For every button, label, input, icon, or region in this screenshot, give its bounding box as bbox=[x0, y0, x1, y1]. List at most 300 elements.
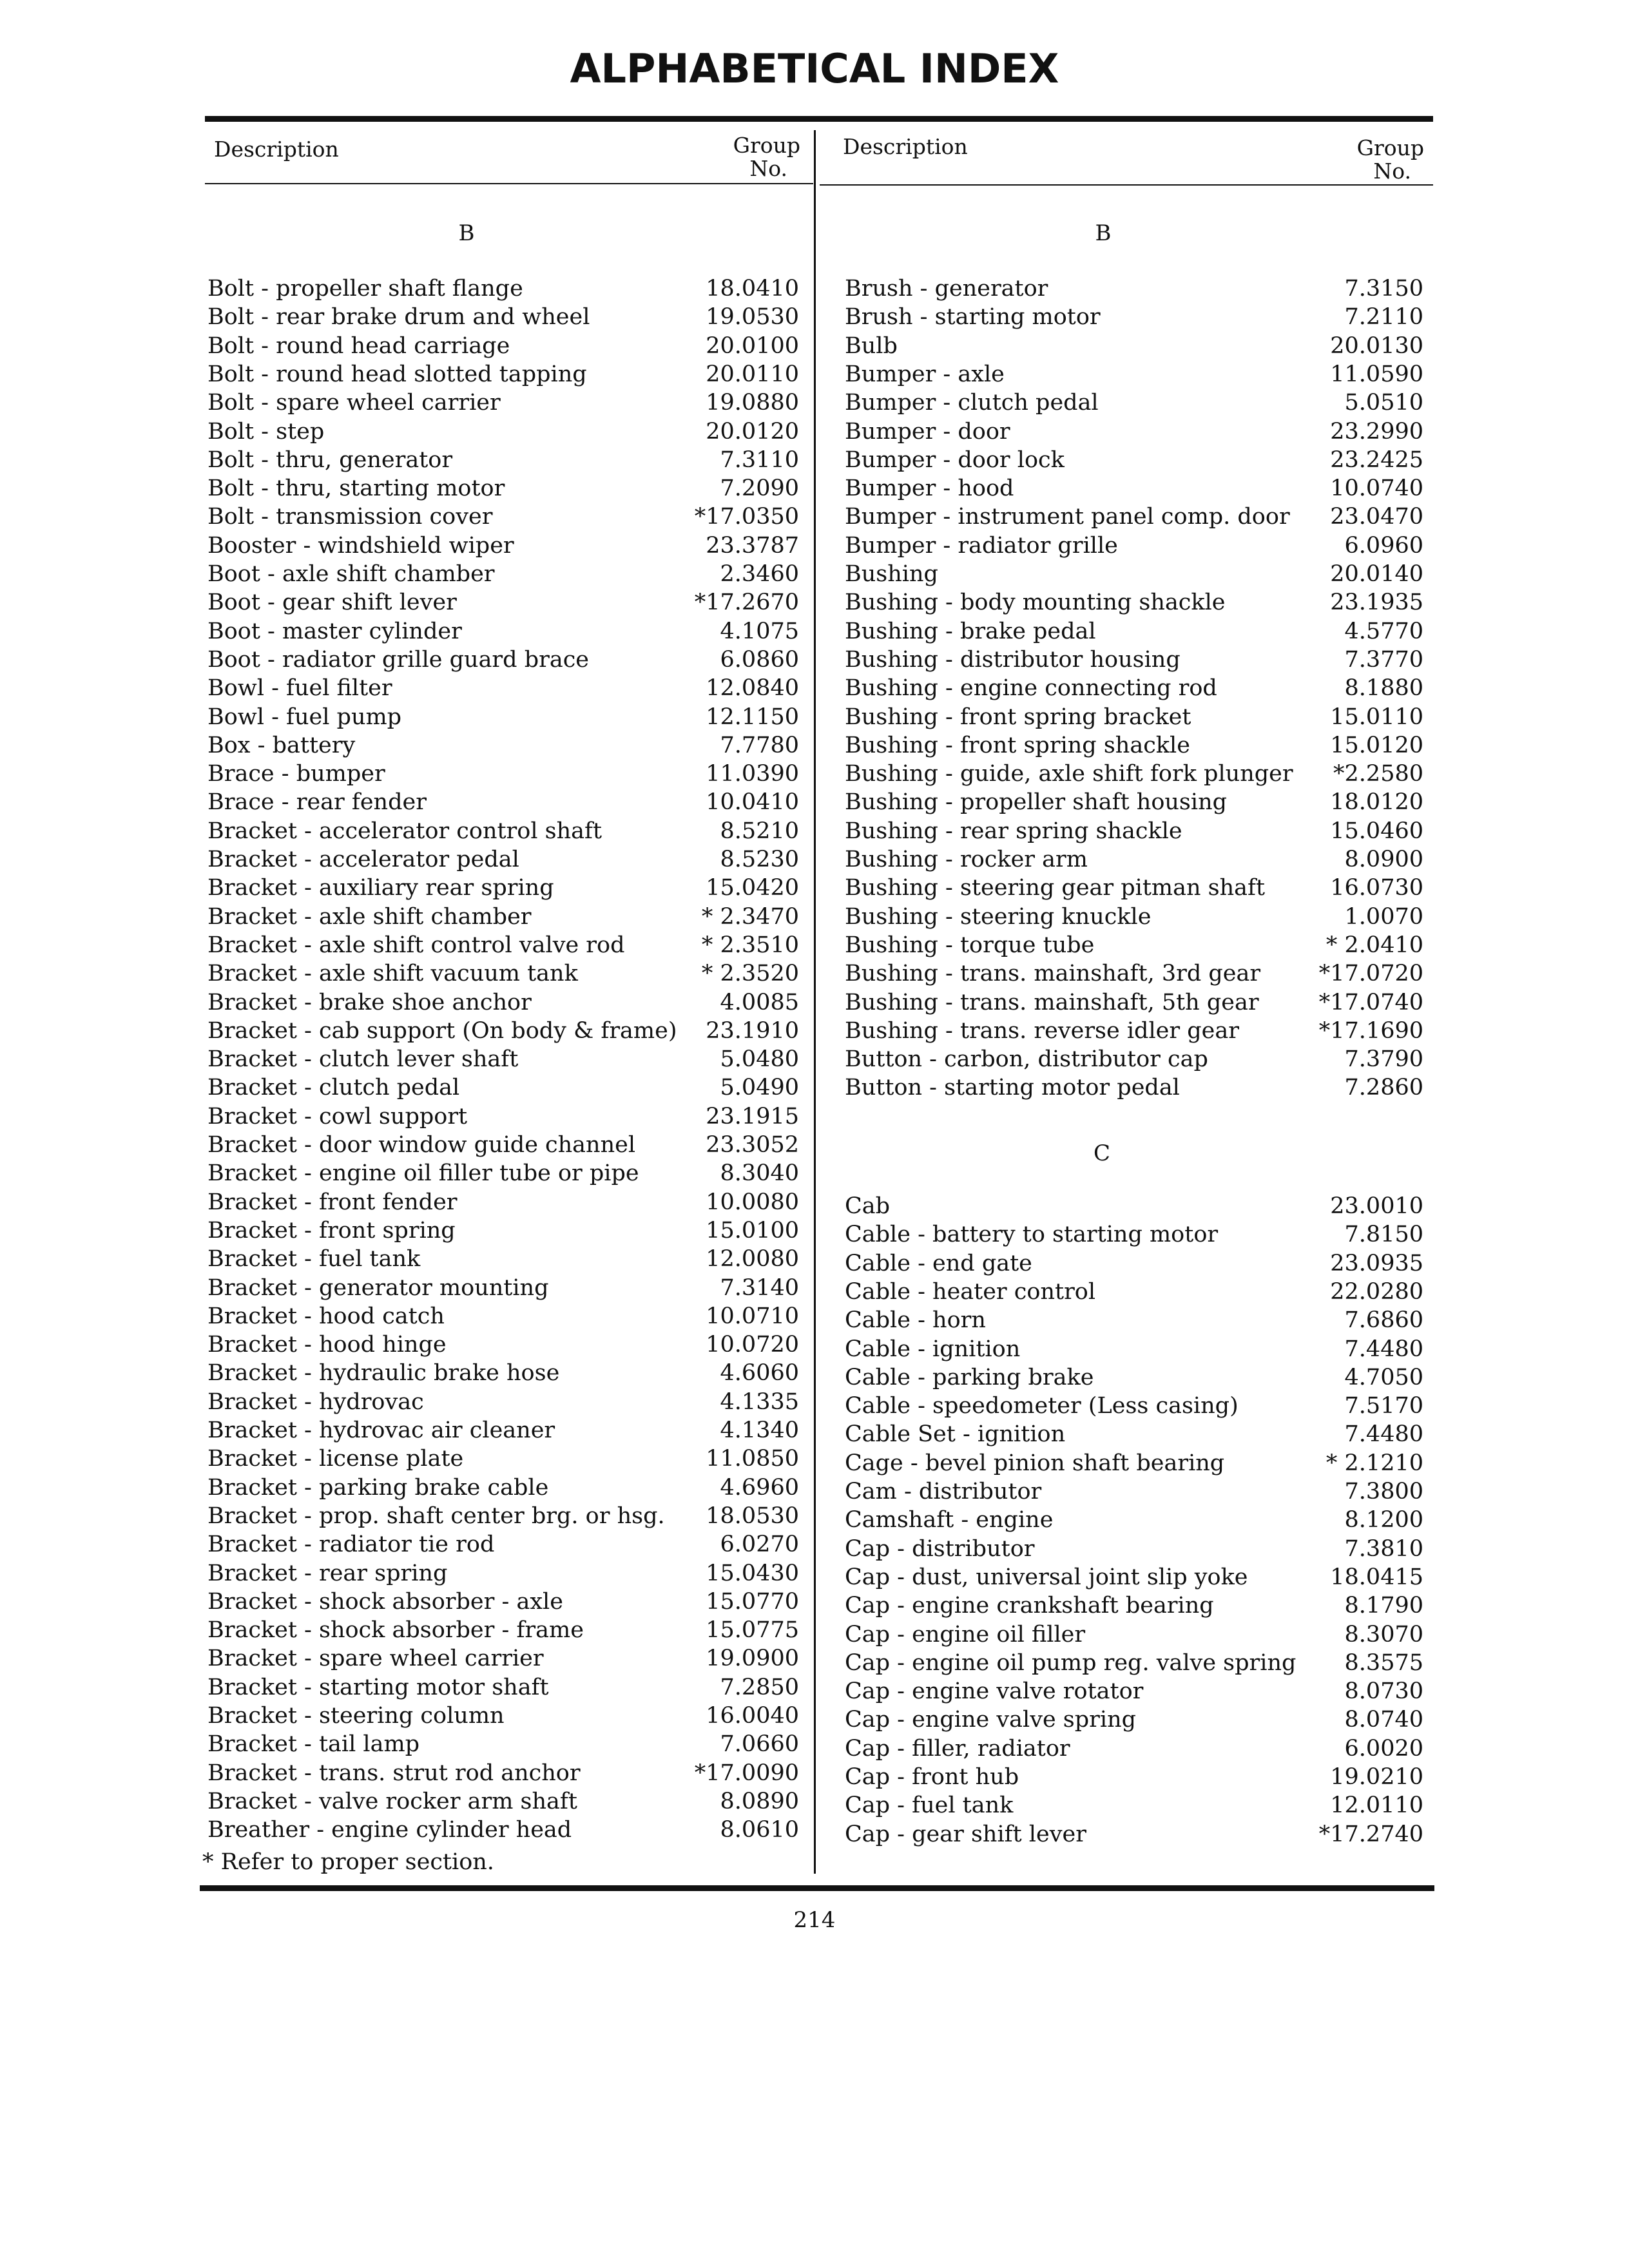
entry-description: Breather - engine cylinder head bbox=[207, 1817, 572, 1843]
index-entry bbox=[845, 532, 1423, 560]
entry-description: Cable - end gate bbox=[845, 1250, 1032, 1276]
entry-group-number: 8.0730 bbox=[1344, 1678, 1423, 1705]
index-entry bbox=[207, 988, 799, 1017]
entry-description: Cam - distributor bbox=[845, 1479, 1042, 1504]
entry-description: Bushing - trans. mainshaft, 5th gear bbox=[845, 989, 1259, 1015]
entry-description: Bushing - guide, axle shift fork plunger bbox=[845, 761, 1293, 787]
index-entry bbox=[845, 1392, 1423, 1420]
index-entry bbox=[207, 1787, 799, 1816]
entry-description: Cap - distributor bbox=[845, 1535, 1035, 1562]
entry-group-number: 4.0085 bbox=[720, 989, 799, 1015]
index-entry bbox=[207, 560, 799, 588]
entry-group-number: 7.2850 bbox=[720, 1674, 799, 1700]
entry-description: Cable - ignition bbox=[845, 1336, 1021, 1362]
index-entry bbox=[845, 1192, 1423, 1220]
index-entry bbox=[845, 1763, 1423, 1791]
entry-description: Bushing - front spring bracket bbox=[845, 704, 1191, 730]
entry-group-number: * 2.3470 bbox=[701, 903, 799, 930]
entry-group-number: 19.0530 bbox=[706, 304, 799, 331]
entry-group-number: 6.0860 bbox=[720, 646, 799, 673]
header-rule-right bbox=[820, 184, 1433, 186]
entry-group-number: 18.0530 bbox=[706, 1503, 799, 1529]
entry-group-number: 7.6860 bbox=[1344, 1307, 1423, 1334]
entry-group-number: 4.1335 bbox=[720, 1389, 799, 1415]
index-entry bbox=[207, 1816, 799, 1844]
entry-group-number: 16.0730 bbox=[1330, 875, 1423, 901]
index-entry bbox=[207, 1502, 799, 1530]
entry-group-number: *17.0740 bbox=[1318, 989, 1423, 1015]
page-number: 214 bbox=[793, 1907, 836, 1933]
index-entry bbox=[207, 1644, 799, 1673]
entry-group-number: 10.0740 bbox=[1330, 476, 1423, 502]
entry-description: Bushing - steering gear pitman shaft bbox=[845, 875, 1266, 901]
index-entry bbox=[207, 1588, 799, 1616]
index-entry bbox=[207, 1131, 799, 1159]
entry-description: Button - starting motor pedal bbox=[845, 1075, 1180, 1101]
index-entry bbox=[207, 446, 799, 474]
entry-description: Cap - engine valve spring bbox=[845, 1707, 1137, 1733]
entry-description: Cable Set - ignition bbox=[845, 1421, 1066, 1448]
entry-group-number: 6.0960 bbox=[1344, 532, 1423, 559]
header-description-left: Description bbox=[214, 137, 339, 162]
entry-group-number: 18.0120 bbox=[1330, 789, 1423, 816]
entry-description: Bracket - shock absorber - frame bbox=[207, 1617, 584, 1644]
entry-description: Boot - radiator grille guard brace bbox=[207, 646, 590, 673]
index-entry bbox=[845, 360, 1423, 389]
entry-description: Bushing - front spring shackle bbox=[845, 732, 1190, 758]
entry-group-number: 4.6960 bbox=[720, 1474, 799, 1501]
entry-description: Bracket - front spring bbox=[207, 1217, 456, 1244]
entry-group-number: 11.0390 bbox=[706, 761, 799, 787]
entry-group-number: 7.3770 bbox=[1344, 646, 1423, 673]
index-entry bbox=[207, 1474, 799, 1502]
entry-description: Cap - engine oil filler bbox=[845, 1621, 1086, 1648]
index-entry bbox=[207, 646, 799, 674]
index-entry bbox=[845, 703, 1423, 731]
index-entry bbox=[207, 274, 799, 303]
entry-group-number: 11.0590 bbox=[1330, 361, 1423, 387]
entry-description: Cap - front hub bbox=[845, 1764, 1019, 1790]
entry-group-number: 23.3787 bbox=[706, 532, 799, 559]
entry-description: Bolt - propeller shaft flange bbox=[207, 276, 523, 302]
bottom-rule bbox=[200, 1885, 1434, 1891]
entry-group-number: 16.0040 bbox=[706, 1703, 799, 1729]
entry-description: Bushing - trans. mainshaft, 3rd gear bbox=[845, 961, 1261, 987]
index-entry bbox=[845, 588, 1423, 617]
entry-group-number: *17.0350 bbox=[694, 504, 799, 530]
header-group-left bbox=[709, 134, 800, 180]
entry-description: Bracket - spare wheel carrier bbox=[207, 1646, 544, 1672]
entry-group-number: 23.1915 bbox=[706, 1103, 799, 1129]
entry-group-number: 20.0100 bbox=[706, 332, 799, 359]
index-entry bbox=[845, 474, 1423, 503]
entry-group-number: 15.0460 bbox=[1330, 818, 1423, 844]
entry-description: Bushing - propeller shaft housing bbox=[845, 789, 1228, 816]
entry-description: Cable - heater control bbox=[845, 1278, 1096, 1305]
entry-group-number: *17.2740 bbox=[1318, 1821, 1423, 1847]
header-group-left-line1: Group bbox=[733, 133, 800, 158]
index-entry bbox=[845, 1220, 1423, 1249]
entry-group-number: 15.0100 bbox=[706, 1217, 799, 1244]
index-entry bbox=[845, 1249, 1423, 1278]
entry-group-number: 23.3052 bbox=[706, 1132, 799, 1158]
index-entry bbox=[207, 1616, 799, 1644]
entry-group-number: 12.0840 bbox=[706, 675, 799, 702]
index-entry bbox=[207, 788, 799, 816]
entry-group-number: *17.0720 bbox=[1318, 961, 1423, 987]
entry-group-number: 8.0610 bbox=[720, 1817, 799, 1843]
entry-group-number: 10.0080 bbox=[706, 1189, 799, 1215]
index-entry bbox=[207, 303, 799, 331]
entry-group-number: 18.0410 bbox=[706, 276, 799, 302]
entry-group-number: 4.1075 bbox=[720, 618, 799, 644]
entry-group-number: 1.0070 bbox=[1344, 903, 1423, 930]
section-letter-left: B bbox=[458, 220, 475, 246]
entry-group-number: 20.0140 bbox=[1330, 561, 1423, 587]
entry-group-number: 8.0740 bbox=[1344, 1707, 1423, 1733]
header-group-left-line2: No. bbox=[749, 156, 787, 181]
entry-group-number: 23.1910 bbox=[706, 1017, 799, 1044]
index-entry bbox=[207, 817, 799, 845]
index-entry bbox=[845, 674, 1423, 702]
entry-description: Boot - master cylinder bbox=[207, 618, 462, 644]
entry-group-number: 15.0120 bbox=[1330, 732, 1423, 758]
entry-description: Brace - bumper bbox=[207, 761, 385, 787]
entry-description: Bushing - rear spring shackle bbox=[845, 818, 1182, 844]
entry-description: Bushing - distributor housing bbox=[845, 646, 1181, 673]
entry-group-number: 6.0270 bbox=[720, 1532, 799, 1558]
entry-description: Button - carbon, distributor cap bbox=[845, 1046, 1208, 1073]
entry-group-number: 7.3790 bbox=[1344, 1046, 1423, 1073]
index-entry bbox=[207, 360, 799, 389]
index-entry bbox=[207, 1188, 799, 1216]
entry-description: Bracket - license plate bbox=[207, 1446, 464, 1472]
index-entry bbox=[845, 1506, 1423, 1534]
entry-group-number: 7.3110 bbox=[720, 447, 799, 473]
entry-description: Brace - rear fender bbox=[207, 789, 427, 816]
index-entry bbox=[845, 1706, 1423, 1734]
entry-group-number: 20.0110 bbox=[706, 361, 799, 387]
index-entry bbox=[207, 1445, 799, 1473]
index-entry bbox=[207, 418, 799, 446]
entry-description: Bolt - transmission cover bbox=[207, 504, 493, 530]
entry-group-number: 8.5230 bbox=[720, 847, 799, 872]
entry-description: Bumper - clutch pedal bbox=[845, 390, 1099, 416]
entry-group-number: 11.0850 bbox=[706, 1446, 799, 1472]
index-entry bbox=[845, 760, 1423, 788]
index-entry bbox=[207, 332, 799, 360]
entry-group-number: 15.0430 bbox=[706, 1560, 799, 1586]
entry-description: Bowl - fuel filter bbox=[207, 675, 392, 702]
index-entry bbox=[207, 874, 799, 902]
entry-group-number: 19.0900 bbox=[706, 1646, 799, 1672]
index-entry bbox=[845, 418, 1423, 446]
entry-description: Bolt - thru, generator bbox=[207, 447, 453, 473]
index-entry bbox=[845, 1278, 1423, 1306]
index-entry bbox=[207, 1073, 799, 1102]
entry-description: Bracket - rear spring bbox=[207, 1560, 448, 1586]
entry-group-number: 22.0280 bbox=[1330, 1278, 1423, 1305]
entry-description: Bushing - rocker arm bbox=[845, 847, 1088, 872]
entry-group-number: 8.1790 bbox=[1344, 1593, 1423, 1619]
entry-description: Bracket - hydraulic brake hose bbox=[207, 1360, 560, 1387]
header-group-right-line1: Group bbox=[1356, 135, 1424, 160]
entry-group-number: * 2.3520 bbox=[701, 961, 799, 987]
entry-description: Cable - speedometer (Less casing) bbox=[845, 1393, 1239, 1419]
entry-group-number: 15.0420 bbox=[706, 875, 799, 901]
entry-description: Bracket - engine oil filler tube or pipe bbox=[207, 1160, 639, 1187]
entry-description: Bumper - door bbox=[845, 418, 1010, 445]
entry-group-number: 8.0900 bbox=[1344, 847, 1423, 872]
entry-description: Bushing - trans. reverse idler gear bbox=[845, 1017, 1239, 1044]
entry-description: Bracket - valve rocker arm shaft bbox=[207, 1788, 577, 1814]
entry-description: Bolt - rear brake drum and wheel bbox=[207, 304, 590, 331]
entry-group-number: 12.1150 bbox=[706, 704, 799, 730]
index-entry bbox=[207, 1730, 799, 1758]
entry-description: Bolt - round head carriage bbox=[207, 332, 510, 359]
entry-group-number: * 2.1210 bbox=[1325, 1450, 1423, 1476]
entry-description: Cab bbox=[845, 1193, 891, 1219]
column-divider bbox=[814, 130, 816, 1874]
entry-group-number: 8.3040 bbox=[720, 1160, 799, 1187]
entry-group-number: 8.1880 bbox=[1344, 675, 1423, 702]
entry-description: Cap - dust, universal joint slip yoke bbox=[845, 1564, 1248, 1590]
entry-description: Bracket - parking brake cable bbox=[207, 1474, 549, 1501]
entry-group-number: 10.0710 bbox=[706, 1303, 799, 1329]
section-letter-right-c: C bbox=[1093, 1140, 1110, 1166]
entry-group-number: 19.0880 bbox=[706, 390, 799, 416]
entry-group-number: 5.0480 bbox=[720, 1046, 799, 1073]
entry-description: Cap - gear shift lever bbox=[845, 1821, 1086, 1847]
entry-description: Bracket - shock absorber - axle bbox=[207, 1588, 563, 1615]
index-entry bbox=[207, 1559, 799, 1588]
index-entry bbox=[845, 1477, 1423, 1506]
index-entry bbox=[845, 1363, 1423, 1392]
entry-description: Bracket - door window guide channel bbox=[207, 1132, 636, 1158]
entry-description: Bracket - axle shift vacuum tank bbox=[207, 961, 578, 987]
index-entry bbox=[207, 1673, 799, 1702]
entry-description: Bracket - auxiliary rear spring bbox=[207, 875, 554, 901]
entry-group-number: 20.0120 bbox=[706, 418, 799, 445]
index-entry bbox=[207, 389, 799, 417]
entry-description: Bracket - radiator tie rod bbox=[207, 1532, 495, 1558]
entry-description: Cap - filler, radiator bbox=[845, 1735, 1070, 1762]
index-entry bbox=[207, 1017, 799, 1045]
index-entry bbox=[207, 1274, 799, 1302]
entry-group-number: 12.0110 bbox=[1330, 1792, 1423, 1819]
index-entry bbox=[845, 646, 1423, 674]
index-entry bbox=[845, 1620, 1423, 1649]
index-entry bbox=[845, 874, 1423, 902]
entry-group-number: 12.0080 bbox=[706, 1246, 799, 1273]
entry-description: Bumper - hood bbox=[845, 476, 1014, 502]
index-entry bbox=[207, 731, 799, 760]
index-entry bbox=[207, 903, 799, 931]
entry-description: Bumper - radiator grille bbox=[845, 532, 1118, 559]
index-entry bbox=[207, 1359, 799, 1387]
entry-group-number: 8.1200 bbox=[1344, 1507, 1423, 1533]
entry-group-number: 8.3575 bbox=[1344, 1649, 1423, 1676]
entry-description: Bracket - fuel tank bbox=[207, 1246, 421, 1273]
entry-description: Cap - fuel tank bbox=[845, 1792, 1014, 1819]
index-entry bbox=[207, 674, 799, 702]
entry-description: Bracket - generator mounting bbox=[207, 1274, 549, 1301]
index-entry bbox=[845, 303, 1423, 331]
index-entry bbox=[207, 1388, 799, 1416]
entry-group-number: 4.6060 bbox=[720, 1360, 799, 1387]
header-group-right-line2: No. bbox=[1373, 159, 1411, 184]
index-entry bbox=[207, 617, 799, 646]
index-entry bbox=[207, 1102, 799, 1131]
entry-description: Cable - parking brake bbox=[845, 1364, 1094, 1390]
index-entry bbox=[845, 903, 1423, 931]
index-entry bbox=[207, 1302, 799, 1331]
entry-description: Cable - horn bbox=[845, 1307, 986, 1334]
index-entry bbox=[207, 474, 799, 503]
entry-group-number: 7.3810 bbox=[1344, 1535, 1423, 1562]
entry-group-number: 23.2425 bbox=[1330, 447, 1423, 473]
entry-group-number: 7.8150 bbox=[1344, 1222, 1423, 1248]
index-entry bbox=[207, 1702, 799, 1730]
entry-description: Brush - generator bbox=[845, 276, 1048, 302]
entry-description: Bracket - tail lamp bbox=[207, 1731, 420, 1758]
index-entry bbox=[207, 703, 799, 731]
section-letter-right-b: B bbox=[1095, 220, 1112, 246]
entry-group-number: 15.0110 bbox=[1330, 704, 1423, 730]
entry-description: Cage - bevel pinion shaft bearing bbox=[845, 1450, 1225, 1476]
entry-description: Box - battery bbox=[207, 732, 356, 758]
entry-description: Bumper - axle bbox=[845, 361, 1005, 387]
index-entry bbox=[207, 1331, 799, 1359]
index-entry bbox=[845, 332, 1423, 360]
index-entry bbox=[845, 1535, 1423, 1563]
entry-group-number: 23.1935 bbox=[1330, 590, 1423, 616]
entry-group-number: 19.0210 bbox=[1330, 1764, 1423, 1790]
entry-description: Bracket - axle shift control valve rod bbox=[207, 932, 625, 958]
entry-description: Cap - engine valve rotator bbox=[845, 1678, 1144, 1705]
entry-group-number: 15.0770 bbox=[706, 1588, 799, 1615]
entry-group-number: 8.5210 bbox=[720, 818, 799, 844]
index-entry bbox=[845, 1563, 1423, 1591]
index-entry bbox=[845, 1735, 1423, 1763]
entry-group-number: *2.2580 bbox=[1333, 761, 1423, 787]
index-entry bbox=[207, 1245, 799, 1273]
entry-group-number: 23.0935 bbox=[1330, 1250, 1423, 1276]
entry-description: Bushing bbox=[845, 561, 938, 587]
entry-group-number: 2.3460 bbox=[720, 561, 799, 587]
entry-group-number: * 2.3510 bbox=[701, 932, 799, 958]
entry-description: Bracket - brake shoe anchor bbox=[207, 989, 532, 1015]
index-entry bbox=[845, 959, 1423, 988]
entry-description: Bracket - steering column bbox=[207, 1703, 505, 1729]
index-entry bbox=[845, 1649, 1423, 1677]
entry-group-number: 7.0660 bbox=[720, 1731, 799, 1758]
index-entry bbox=[845, 817, 1423, 845]
entry-description: Boot - gear shift lever bbox=[207, 590, 457, 616]
entry-group-number: 5.0510 bbox=[1344, 390, 1423, 416]
entry-group-number: 23.2990 bbox=[1330, 418, 1423, 445]
entry-group-number: *17.1690 bbox=[1318, 1017, 1423, 1044]
right-index-column bbox=[845, 274, 1423, 1847]
index-entry bbox=[845, 731, 1423, 760]
entry-description: Bracket - clutch pedal bbox=[207, 1075, 460, 1101]
index-entry bbox=[845, 1591, 1423, 1620]
index-entry bbox=[845, 274, 1423, 303]
entry-group-number: 10.0720 bbox=[706, 1332, 799, 1358]
entry-description: Brush - starting motor bbox=[845, 304, 1101, 331]
index-entry bbox=[845, 1449, 1423, 1477]
index-entry bbox=[845, 1045, 1423, 1073]
entry-description: Bowl - fuel pump bbox=[207, 704, 402, 730]
entry-description: Bracket - cab support (On body & frame) bbox=[207, 1017, 677, 1044]
entry-group-number: 10.0410 bbox=[706, 789, 799, 816]
entry-group-number: 6.0020 bbox=[1344, 1735, 1423, 1762]
entry-group-number: 4.1340 bbox=[720, 1418, 799, 1443]
entry-description: Boot - axle shift chamber bbox=[207, 561, 495, 587]
entry-description: Bumper - door lock bbox=[845, 447, 1065, 473]
entry-group-number: 18.0415 bbox=[1330, 1564, 1423, 1590]
entry-description: Bushing - engine connecting rod bbox=[845, 675, 1217, 702]
entry-group-number: 7.3800 bbox=[1344, 1479, 1423, 1504]
entry-description: Bulb bbox=[845, 332, 898, 359]
entry-description: Bracket - prop. shaft center brg. or hsg. bbox=[207, 1503, 665, 1529]
top-rule bbox=[205, 116, 1433, 122]
footnote: * Refer to proper section. bbox=[202, 1849, 494, 1875]
entry-description: Bracket - hood catch bbox=[207, 1303, 445, 1329]
left-index-column bbox=[207, 274, 799, 1843]
entry-description: Bracket - hydrovac bbox=[207, 1389, 424, 1415]
entry-group-number: 15.0775 bbox=[706, 1617, 799, 1644]
index-entry bbox=[845, 1420, 1423, 1448]
index-entry bbox=[845, 1017, 1423, 1045]
index-entry bbox=[207, 1216, 799, 1245]
page-title: ALPHABETICAL INDEX bbox=[570, 45, 1059, 92]
index-entry bbox=[207, 1045, 799, 1073]
entry-group-number: * 2.0410 bbox=[1325, 932, 1423, 958]
entry-description: Cap - engine oil pump reg. valve spring bbox=[845, 1649, 1296, 1676]
index-entry bbox=[207, 1530, 799, 1559]
index-entry bbox=[845, 1820, 1423, 1849]
entry-description: Bracket - hood hinge bbox=[207, 1332, 447, 1358]
entry-group-number: 7.7780 bbox=[720, 732, 799, 758]
index-entry bbox=[845, 560, 1423, 588]
entry-description: Bracket - hydrovac air cleaner bbox=[207, 1418, 555, 1443]
entry-description: Bracket - starting motor shaft bbox=[207, 1674, 549, 1700]
entry-group-number: 7.4480 bbox=[1344, 1336, 1423, 1362]
entry-description: Cap - engine crankshaft bearing bbox=[845, 1593, 1214, 1619]
header-group-right bbox=[1327, 137, 1424, 183]
entry-description: Booster - windshield wiper bbox=[207, 532, 514, 559]
index-entry bbox=[207, 760, 799, 788]
entry-description: Bracket - clutch lever shaft bbox=[207, 1046, 519, 1073]
index-entry bbox=[845, 845, 1423, 874]
index-entry bbox=[207, 503, 799, 531]
entry-group-number: 7.3150 bbox=[1344, 276, 1423, 302]
index-entry bbox=[845, 1677, 1423, 1706]
entry-group-number: 7.2860 bbox=[1344, 1075, 1423, 1101]
index-entry bbox=[845, 389, 1423, 417]
entry-group-number: 7.5170 bbox=[1344, 1393, 1423, 1419]
entry-group-number: *17.2670 bbox=[694, 590, 799, 616]
entry-description: Bumper - instrument panel comp. door bbox=[845, 504, 1290, 530]
entry-description: Camshaft - engine bbox=[845, 1507, 1054, 1533]
entry-description: Bolt - round head slotted tapping bbox=[207, 361, 587, 387]
entry-description: Bushing - steering knuckle bbox=[845, 903, 1152, 930]
index-entry bbox=[845, 931, 1423, 959]
index-entry bbox=[207, 959, 799, 988]
entry-description: Bolt - thru, starting motor bbox=[207, 476, 505, 502]
entry-description: Bushing - brake pedal bbox=[845, 618, 1096, 644]
